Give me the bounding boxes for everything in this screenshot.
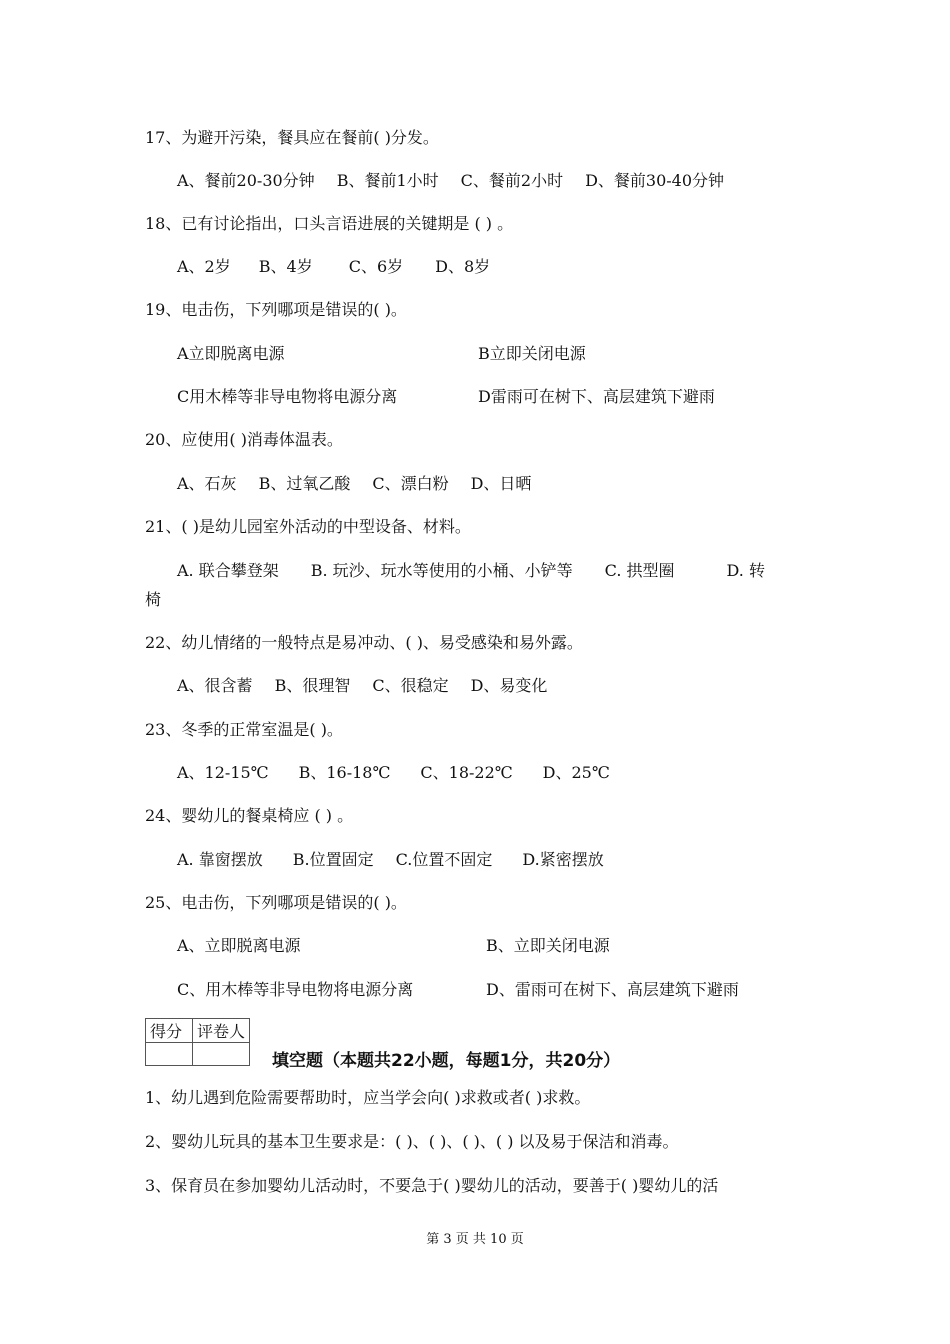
option-d: D、8岁: [435, 257, 491, 276]
option-a: A、很含蓄: [177, 676, 253, 695]
option-a: A. 联合攀登架: [177, 561, 279, 580]
option-b: B.位置固定: [292, 850, 374, 869]
question-23-options: [177, 763, 610, 783]
option-b: B、16-18℃: [298, 763, 391, 782]
option-a: A、2岁: [177, 257, 231, 276]
section-title: 填空题（本题共22小题，每题1分，共20分）: [272, 1051, 621, 1071]
grader-label: 评卷人: [193, 1019, 250, 1043]
question-18-options: [177, 257, 490, 277]
option-a: A、12-15℃: [177, 763, 269, 782]
option-c: C、18-22℃: [420, 763, 513, 782]
option-d: D、日晒: [470, 474, 532, 493]
option-a: A、餐前20-30分钟: [177, 171, 315, 190]
question-17-options: [177, 171, 724, 191]
option-c: C、用木棒等非导电物将电源分离: [177, 980, 414, 999]
option-c: C用木棒等非导电物将电源分离: [177, 387, 398, 406]
option-d: D、易变化: [470, 676, 548, 695]
grader-cell: [193, 1043, 250, 1066]
option-wrap: 椅: [145, 590, 162, 609]
fill-blank-1: 1、幼儿遇到危险需要帮助时，应当学会向( )求救或者( )求救。: [145, 1088, 591, 1107]
question-18: 18、已有讨论指出，口头言语进展的关键期是 ( ) 。: [145, 214, 514, 233]
option-d: D.紧密摆放: [522, 850, 604, 869]
fill-blank-2: 2、婴幼儿玩具的基本卫生要求是：( )、( )、( )、( ) 以及易于保洁和消毒。: [145, 1132, 679, 1151]
option-a: A、立即脱离电源: [177, 936, 301, 955]
fill-blank-3: 3、保育员在参加婴幼儿活动时，不要急于( )婴幼儿的活动，要善于( )婴幼儿的活: [145, 1176, 719, 1195]
option-d: D. 转: [726, 561, 765, 580]
option-a: A. 靠窗摆放: [177, 850, 263, 869]
option-b: B、4岁: [258, 257, 313, 276]
question-17: 17、为避开污染，餐具应在餐前( )分发。: [145, 128, 439, 147]
option-a: A、石灰: [177, 474, 237, 493]
question-23: 23、冬季的正常室温是( )。: [145, 720, 343, 739]
question-20: 20、应使用( )消毒体温表。: [145, 430, 343, 449]
option-c: C、漂白粉: [372, 474, 449, 493]
option-c: C、餐前2小时: [460, 171, 564, 190]
option-b: B立即关闭电源: [478, 344, 586, 363]
option-c: C. 拱型圈: [604, 561, 675, 580]
question-24: 24、婴幼儿的餐桌椅应 ( ) 。: [145, 806, 354, 825]
question-25: 25、电击伤，下列哪项是错误的( )。: [145, 893, 407, 912]
question-24-options: [177, 850, 604, 870]
option-a: A立即脱离电源: [177, 344, 285, 363]
page-footer: 第 3 页 共 10 页: [426, 1232, 524, 1247]
question-21-options: [177, 561, 765, 581]
question-19: 19、电击伤，下列哪项是错误的( )。: [145, 300, 407, 319]
score-cell: [146, 1043, 193, 1066]
option-c: C、6岁: [348, 257, 404, 276]
score-table: [145, 1018, 250, 1066]
question-21: 21、( )是幼儿园室外活动的中型设备、材料。: [145, 517, 471, 536]
option-c: C、很稳定: [372, 676, 449, 695]
option-c: C.位置不固定: [395, 850, 493, 869]
question-20-options: [177, 474, 531, 494]
option-b: B、过氧乙酸: [258, 474, 351, 493]
option-b: B、餐前1小时: [336, 171, 439, 190]
option-b: B、立即关闭电源: [486, 936, 610, 955]
option-b: B. 玩沙、玩水等使用的小桶、小铲等: [310, 561, 573, 580]
option-d: D、25℃: [542, 763, 610, 782]
score-label: 得分: [146, 1019, 193, 1043]
option-d: D、餐前30-40分钟: [585, 171, 725, 190]
option-d: D雷雨可在树下、高层建筑下避雨: [478, 387, 715, 406]
question-22: 22、幼儿情绪的一般特点是易冲动、( )、易受感染和易外露。: [145, 633, 583, 652]
question-22-options: [177, 676, 547, 696]
option-b: B、很理智: [274, 676, 351, 695]
option-d: D、雷雨可在树下、高层建筑下避雨: [486, 980, 739, 999]
